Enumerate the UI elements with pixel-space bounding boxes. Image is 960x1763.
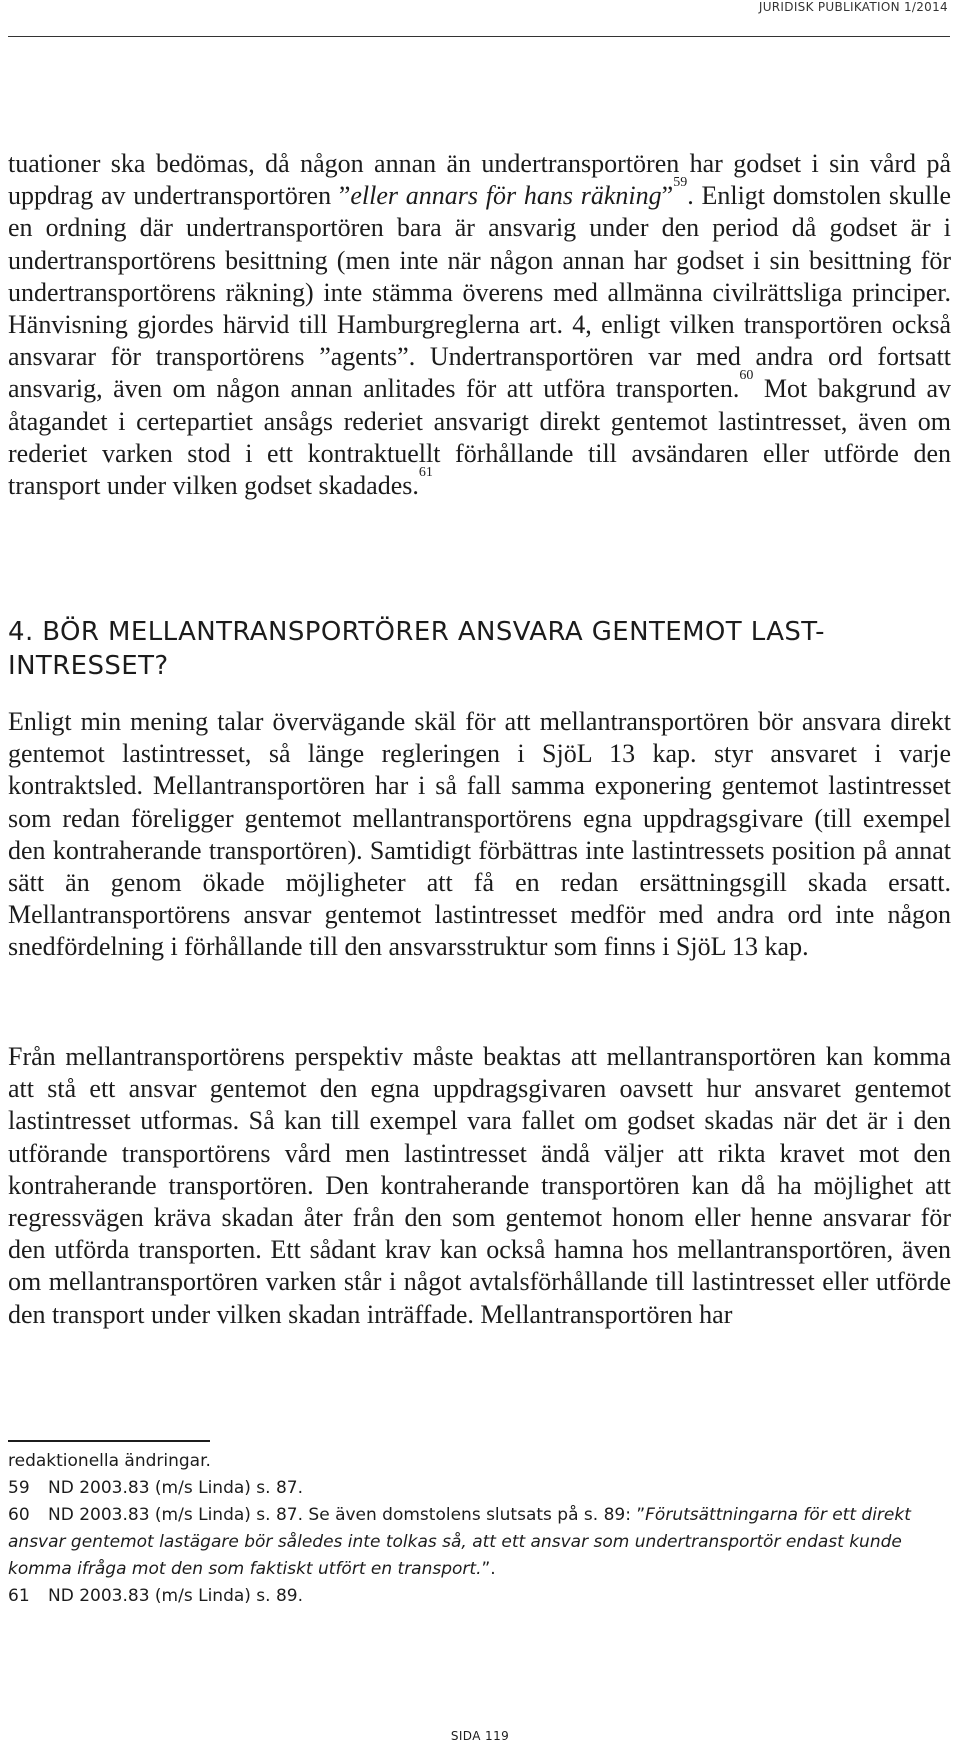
footnote-59-number: 59 <box>8 1478 30 1498</box>
footnote-60-text: ND 2003.83 (m/s Linda) s. 87. Se även domstolens slutsats på s. 89: ” <box>48 1505 646 1525</box>
running-header: JURIDISK PUBLIKATION 1/2014 <box>758 0 948 14</box>
paragraph-1-part-2: ” <box>661 181 674 211</box>
paragraph-2: Enligt min mening talar övervägande skäl för att mellantransportören bör ansvara direkt gentemot lastintresset, så länge regleringen i SjöL 13 kap. styr ansvaret i varje kontraktsled. Mellantransportören har i så fall samma exponering gentemot lastintresset som redan föreligger gentemot mellantransportörens egna uppdragsgivare (till exempel den kontraherande transportören). Samtidigt förbättras inte lastintressets position på annat sätt än genom ökade möjligheter att få en redan ersättningsgill skada ersatt. Mellantransportörens ansvar gentemot lastintresset medför med andra ord inte någon snedfördelning i förhållande till den ansvarsstruktur som finns i SjöL 13 kap. <box>8 707 951 962</box>
paragraph-1-part-3: . Enligt domstolen skulle en ordning där undertransportören bara är ansvarig under den period då godset är i undertransportörens besittning (men inte när någon annan har godset i sin besittning för undertransportörens räkning) inte stämma överens med allmänna civilrättsliga principer. Hänvisning gjordes härvid till Hamburgreglerna art. 4, enligt vilken transportören också ansvarar för transportörens ”agents”. Undertransportören var med andra ord fortsatt ansvarig, även om någon annan anlitades för att utföra transporten. <box>8 181 951 404</box>
paragraph-1-part-1: tuationer ska bedömas, då någon annan än undertransportören har godset i sin vård på uppdrag av undertransportören ” <box>8 149 951 211</box>
footnote-60 <box>8 1502 951 1583</box>
footnote-60-quote: Förutsättningarna för ett direkt ansvar gentemot lastägare bör således inte tolkas så, att ett ansvar som undertransportör endast kunde komma ifråga mot den som faktiskt utfört en transport. <box>8 1505 911 1579</box>
footnote-59-text: ND 2003.83 (m/s Linda) s. 87. <box>48 1478 304 1498</box>
footnote-ref-59: 59 <box>673 175 688 191</box>
footnotes <box>8 1448 951 1610</box>
footnote-60-end: ”. <box>481 1559 496 1579</box>
section-heading-line-1: 4. BÖR MELLANTRANSPORTÖRER ANSVARA GENTEMOT LAST- <box>8 617 825 647</box>
footnote-61-text: ND 2003.83 (m/s Linda) s. 89. <box>48 1586 304 1606</box>
paragraph-3: Från mellantransportörens perspektiv måste beaktas att mellantransportören kan komma att stå ett ansvar gentemot den egna uppdragsgivaren oavsett hur ansvaret gentemot lastintresset utformas. Så kan till exempel vara fallet om godset skadas när det är i den utförande transportörens vård men lastintresset ändå väljer att rikta kravet mot den kontraherande transportören. Den kontraherande transportören kan då ha möjlighet att regressvägen kräva skadan åter från den som gentemot honom eller henne ansvarar för den utförda transporten. Ett sådant krav kan också hamna hos mellantransportören, även om mellantransportören varken står i något avtalsförhållande till lastintresset eller utförde den transport under vilken skadan inträffade. Mellantransportören har <box>8 1042 951 1329</box>
section-heading <box>8 615 951 683</box>
footnote-60-number: 60 <box>8 1505 30 1525</box>
footnote-rule <box>8 1440 210 1442</box>
page-number: SIDA 119 <box>450 1729 510 1743</box>
footnote-ref-61: 61 <box>418 465 433 481</box>
footnote-61-number: 61 <box>8 1586 30 1606</box>
header-rule <box>8 36 950 37</box>
section-heading-line-2: INTRESSET? <box>8 651 169 681</box>
footnote-carryover: redaktionella ändringar. <box>8 1451 211 1471</box>
footnote-ref-60: 60 <box>739 368 754 384</box>
paragraph-1 <box>8 148 951 502</box>
paragraph-1-italic: eller annars för hans räkning <box>350 181 662 211</box>
footnote-61 <box>8 1583 951 1610</box>
paragraph-1-part-4: Mot bakgrund av åtagandet i certepartiet ansågs rederiet ansvarigt direkt gentemot lastintresset, även om rederiet varken stod i ett kontraktuellt förhållande till avsändaren eller utförde den transport under vilken godset skadades. <box>8 374 951 501</box>
footnote-59 <box>8 1475 951 1502</box>
